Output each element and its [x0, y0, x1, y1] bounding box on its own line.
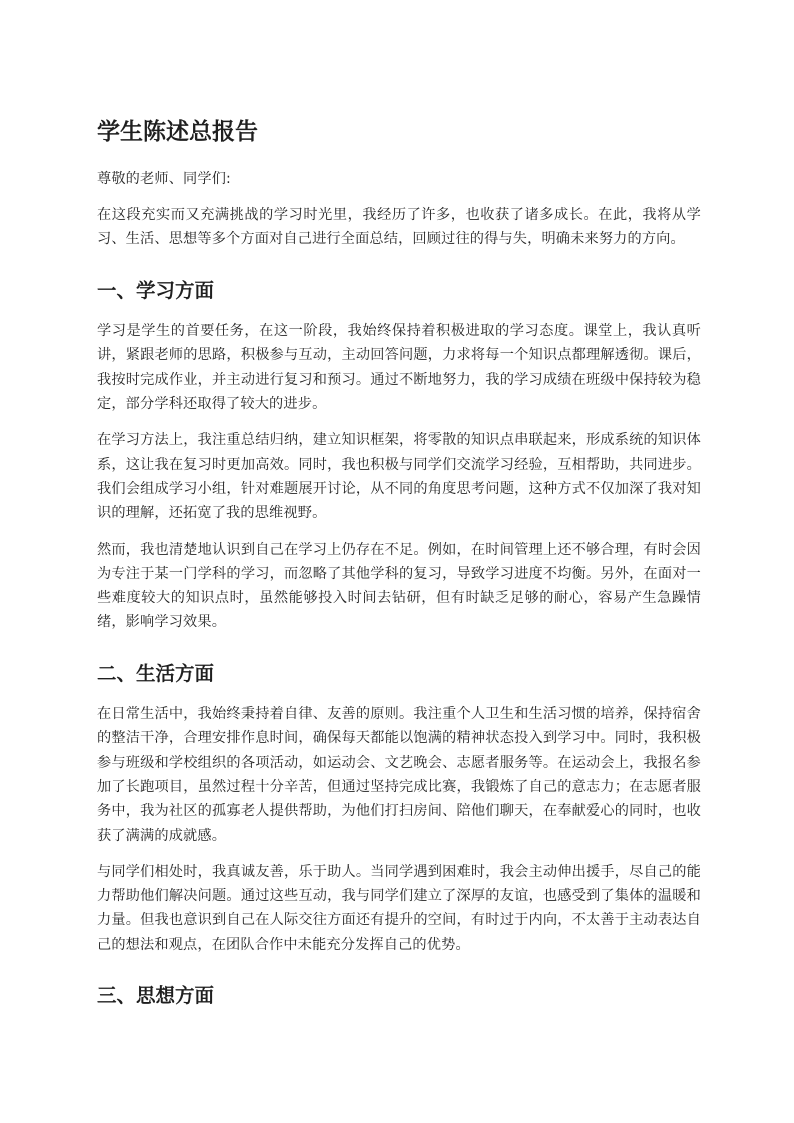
section-heading: 一、学习方面	[97, 278, 215, 302]
paragraph: 在日常生活中，我始终秉持着自律、友善的原则。我注重个人卫生和生活习惯的培养，保持宿舍的整洁干净，合理安排作息时间，确保每天都能以饱满的精神状态投入到学习中。同时，我积极参与班级和学校组织的各项活动，如运动会、文艺晚会、志愿者服务等。在运动会上，我报名参加了长跑项目，虽然过程十分辛苦，但通过坚持完成比赛，我锻炼了自己的意志力；在志愿者服务中，我为社区的孤寡老人提供帮助，为他们打扫房间、陪他们聊天，在奉献爱心的同时，也收获了满满的成就感。	[97, 706, 701, 844]
paragraph: 学习是学生的首要任务，在这一阶段，我始终保持着积极进取的学习态度。课堂上，我认真听讲，紧跟老师的思路，积极参与互动，主动回答问题，力求将每一个知识点都理解透彻。课后，我按时完成作业，并主动进行复习和预习。通过不断地努力，我的学习成绩在班级中保持较为稳定，部分学科还取得了较大的进步。	[97, 323, 701, 413]
paragraph: 与同学们相处时，我真诚友善，乐于助人。当同学遇到困难时，我会主动伸出援手，尽自己的能力帮助他们解决问题。通过这些互动，我与同学们建立了深厚的友谊，也感受到了集体的温暖和力量。但我也意识到自己在人际交往方面还有提升的空间，有时过于内向，不太善于主动表达自己的想法和观点，在团队合作中未能充分发挥自己的优势。	[97, 863, 701, 953]
intro-paragraph: 在这段充实而又充满挑战的学习时光里，我经历了许多，也收获了诸多成长。在此，我将从学习、生活、思想等多个方面对自己进行全面总结，回顾过往的得与失，明确未来努力的方向。	[97, 207, 701, 248]
document-page	[97, 118, 701, 1024]
section-thought	[97, 983, 701, 1008]
section-study	[97, 278, 701, 635]
greeting: 尊敬的老师、同学们:	[97, 170, 231, 187]
section-heading: 二、生活方面	[97, 661, 215, 685]
section-life	[97, 661, 701, 957]
section-heading: 三、思想方面	[97, 984, 215, 1007]
document-title: 学生陈述总报告	[97, 119, 258, 145]
paragraph: 然而，我也清楚地认识到自己在学习上仍存在不足。例如，在时间管理上还不够合理，有时会因为专注于某一门学科的学习，而忽略了其他学科的复习，导致学习进度不均衡。另外，在面对一些难度较大的知识点时，虽然能够投入时间去钻研，但有时缺乏足够的耐心，容易产生急躁情绪，影响学习效果。	[97, 541, 701, 631]
paragraph: 在学习方法上，我注重总结归纳，建立知识框架，将零散的知识点串联起来，形成系统的知识体系，这让我在复习时更加高效。同时，我也积极与同学们交流学习经验，互相帮助，共同进步。我们会组成学习小组，针对难题展开讨论，从不同的角度思考问题，这种方式不仅加深了我对知识的理解，还拓宽了我的思维视野。	[97, 432, 701, 522]
